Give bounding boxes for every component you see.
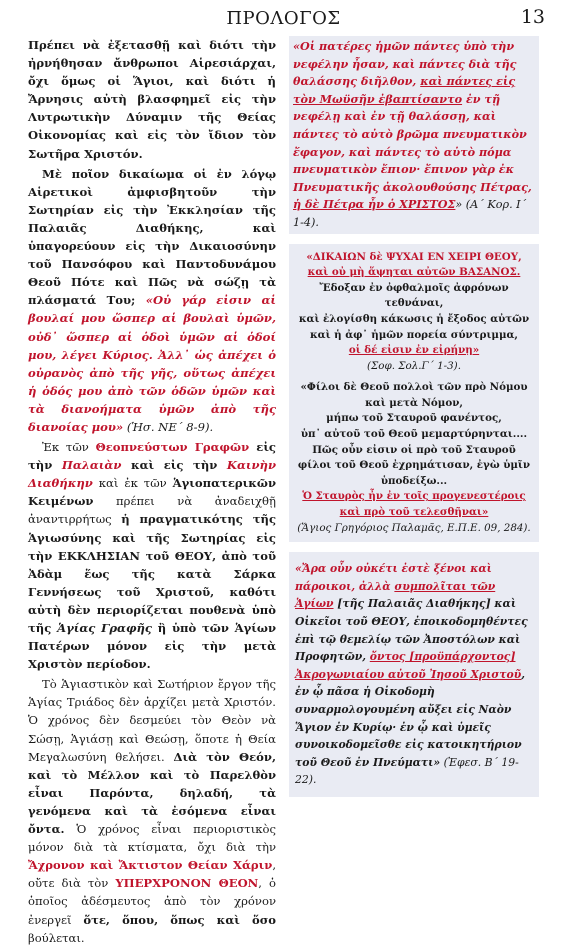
- box2-line-10: μήπω τοῦ Σταυροῦ φανέντος,: [326, 412, 502, 425]
- p4-text-c: Ὁ χρόνος εἶναι περιοριστικὸς μόνον διὰ τὰ κτίσματα, ὄχι διὰ τὴν: [28, 822, 276, 855]
- box3-text-e: , ἐν ᾧ πᾶσα ἡ Οἰκοδομὴ συναρμολογουμένη αὔξει εἰς Ναὸν Ἅγιον ἐν Κυρίῳ· ἐν ᾧ καὶ ὑμεῖς συνοικοδομεῖσθε εἰς κατοικητήριον τοῦ Θεοῦ ἐν Πνεύματι»: [295, 667, 525, 769]
- paragraph-4: [28, 675, 276, 946]
- p3-reality: ἡ πραγματικότης τῆς Ἁγιωσύνης καὶ τῆς Σωτηρίας εἰς τὴν ΕΚΚΛΗΣΙΑΝ τοῦ ΘΕΟΥ, ἀπὸ τοῦ Ἀδὰμ ἕως τῆς κατὰ Σάρκα Γεννήσεως τοῦ Χριστοῦ, καθότι αὐτὴ δὲν περιορίζεται πουθενὰ ὑπὸ τῆς: [28, 512, 277, 635]
- box1-text-c: ἐν τῇ νεφέλῃ καὶ ἐν τῇ θαλάσσῃ, καὶ πάντες τὸ αὐτὸ βρῶμα πνευματικὸν ἔφαγον, καὶ πάντες τὸ αὐτὸ πόμα πνευματικὸν ἔπιον· ἔπινον γὰρ ἐκ Πνευματικῆς ἀκολουθούσης Πέτρας,: [293, 91, 532, 194]
- ephesians-quote-box: [289, 552, 539, 797]
- box2-line-13: φίλοι τοῦ Θεοῦ ἐχρημάτισαν, ἐγὼ ὑμῖν ὑποδείξω...: [297, 459, 531, 487]
- page-number: 13: [520, 6, 545, 28]
- box2-line-3: Ἔδοξαν ἐν ὀφθαλμοῖς ἀφρόνων τεθνάναι,: [319, 281, 509, 310]
- box1-baptized: καὶ πάντες εἰς τὸν Μωϋσῆν ἐβαπτίσαντο: [293, 74, 516, 106]
- box2-line-2: καὶ οὐ μὴ ἅψηται αὐτῶν ΒΑΣΑΝΟΣ.: [307, 266, 521, 279]
- box2-line-15: καὶ πρὸ τοῦ τελεσθῆναι»: [339, 506, 489, 519]
- p4-text-g: , ὁ ὁποῖος ἀδέσμευτος ἀπὸ τὸν χρόνον ἐνεργεῖ: [28, 876, 277, 927]
- paragraph-1: [28, 36, 276, 163]
- p4-text-i: βούλεται.: [28, 930, 85, 945]
- box1-text-a: «Οἱ πατέρες ἡμῶν πάντες ὑπὸ τὴν νεφέλην ἦσαν, καὶ πάντες διὰ τῆς θαλάσσης διῆλθον,: [293, 39, 517, 89]
- p3-old: Παλαιὰν: [61, 458, 122, 473]
- box3-reference: (Ἐφεσ. Β´ 19-22).: [295, 755, 519, 787]
- box2-line-12: Πῶς οὖν εἰσιν οἱ πρὸ τοῦ Σταυροῦ: [312, 443, 516, 456]
- right-column: [289, 36, 539, 797]
- box2-line-14: Ὁ Σταυρὸς ἦν ἐν τοῖς προγενεστέροις: [302, 490, 526, 503]
- page-title: ΠΡΟΛΟΓΟΣ: [226, 8, 341, 29]
- box3-fellow-citizens: συμπολῖται τῶν Ἁγίων: [295, 579, 496, 611]
- p3-holy-scripture: Ἁγίας Γραφῆς: [57, 621, 152, 635]
- p3-patristic: Ἁγιοπατερικῶν Κειμένων: [28, 476, 276, 509]
- box2-line-4: καὶ ἐλογίσθη κάκωσις ἡ ἔξοδος αὐτῶν: [298, 312, 530, 325]
- box1-reference: » (Α´ Κορ. Ι´ 1-4).: [293, 198, 527, 229]
- box3-text-c: [τῆς Παλαιᾶς Διαθήκης] καὶ Οἰκεῖοι τοῦ ΘΕΟΥ, ἐποικοδομηθέντες ἐπὶ τῷ θεμελίῳ τῶν Ἀποστόλων καὶ Προφητῶν,: [295, 597, 528, 664]
- box2-line-16: (Ἅγιος Γρηγόριος Παλαμᾶς, Ε.Π.Ε. 09, 284).: [297, 521, 531, 534]
- p3-text-i: πρέπει νὰ ἀναδειχθῇ ἀναντιρρήτως: [28, 494, 276, 527]
- box2-line-6: οἱ δέ εἰσιν ἐν εἰρήνῃ»: [348, 344, 480, 357]
- box2-line-8: «Φίλοι δὲ Θεοῦ πολλοὶ τῶν πρὸ Νόμου: [300, 381, 528, 394]
- p3-scriptures: Θεοπνεύστων Γραφῶν: [95, 440, 250, 455]
- box3-text-a: «Ἄρα οὖν οὐκέτι ἐστὲ ξένοι καὶ πάροικοι, ἀλλὰ: [295, 562, 492, 593]
- paragraph-2-text: Μὲ ποῖον δικαίωμα οἱ ἐν λόγῳ Αἱρετικοὶ ἀμφισβητοῦν τὴν Σωτηρίαν εἰς τὴν Ἐκκλησίαν τῆς Παλαιᾶς Διαθήκης, καὶ ὑπαγορεύουν εἰς τὴν Δικαιοσύνην τοῦ Πανσόφου καὶ Παντοδυνάμου Θεοῦ Πότε καὶ Πῶς νὰ σώζῃ τὰ πλάσματά Του;: [28, 166, 276, 308]
- box2-line-11: ὑπ᾽ αὐτοῦ τοῦ Θεοῦ μεμαρτύρηνται....: [300, 428, 528, 441]
- isaiah-quote: «Οὐ γάρ εἰσιν αἱ βουλαί μου ὥσπερ αἱ βουλαὶ ὑμῶν, οὐδ᾽ ὥσπερ αἱ ὁδοὶ ὑμῶν αἱ ὁδοί μου, λέγει Κύριος. Ἀλλ᾽ ὡς ἀπέχει ὁ οὐρανὸς ἀπὸ τῆς γῆς, οὕτως ἀπέχει ἡ ὁδός μου ἀπὸ τῶν ὁδῶν ὑμῶν καὶ τὰ διανοήματα ὑμῶν ἀπὸ τῆς διανοίας μου»: [28, 293, 276, 434]
- paragraph-1-text: Πρέπει νὰ ἐξετασθῇ καὶ διότι τὴν ἠρνήθησαν ἄνθρωποι Αἱρεσιάρχαι, ὄχι ὅμως οἱ Ἅγιοι, καὶ διότι ἡ Ἄρνησις αὐτὴ βλασφημεῖ εἰς τὴν Λυτρωτικὴν Δύναμιν τῆς Θείας Οἰκονομίας καὶ εἰς τὸν ἴδιον τὸν Σωτῆρα Χριστόν.: [28, 38, 276, 161]
- box2-line-5: καὶ ἡ ἀφ᾽ ἡμῶν πορεία σύντριμμα,: [309, 328, 519, 341]
- p4-text-a: Τὸ Ἁγιαστικὸν καὶ Σωτήριον ἔργον τῆς Ἁγίας Τριάδος δὲν ἀρχίζει μετὰ Χριστόν. Ὁ χρόνος δὲν δεσμεύει τὸν Θεὸν νὰ Σώσῃ, Ἁγιάσῃ καὶ Θεώσῃ, ὅποτε ἡ Θεία Μεγαλωσύνη θελήσει.: [28, 677, 276, 764]
- box2-line-9: καὶ μετὰ Νόμον,: [365, 396, 463, 409]
- p3-text-e: καὶ εἰς τὴν: [121, 458, 227, 473]
- paragraph-3: [28, 438, 276, 673]
- box2-line-1: «ΔΙΚΑΙΩΝ δὲ ΨΥΧΑΙ ΕΝ ΧΕΙΡΙ ΘΕΟΥ,: [306, 250, 522, 263]
- p3-text-c: εἰς τὴν: [28, 440, 276, 473]
- left-column: [28, 36, 276, 949]
- box3-cornerstone: ὄντος [προϋπάρχοντος] Ἀκρογωνιαίου αὐτοῦ Ἰησοῦ Χριστοῦ: [295, 650, 522, 681]
- box2-line-7: (Σοφ. Σολ.Γ´ 1-3).: [367, 359, 461, 372]
- p4-text-e: , οὔτε διὰ τὸν: [28, 858, 276, 891]
- p4-supratemporal-god: ΥΠΕΡΧΡΟΝΟΝ ΘΕΟΝ: [115, 876, 259, 891]
- p4-uncreated-grace: Ἄχρονον καὶ Ἄκτιστον Θείαν Χάριν: [28, 858, 273, 873]
- p3-new-testament: Καινὴν Διαθήκην: [28, 458, 277, 491]
- box1-rock-christ: ἡ δὲ Πέτρα ἦν ὁ ΧΡΙΣΤΟΣ: [293, 197, 456, 212]
- p3-text-l: ἢ ὑπὸ τῶν Ἁγίων Πατέρων μόνον εἰς τὴν μετὰ Χριστὸν περίοδον.: [28, 621, 276, 672]
- p4-god-time: Διὰ τὸν Θεόν, καὶ τὸ Μέλλον καὶ τὸ Παρελθὸν εἶναι Παρόντα, δηλαδή, τὰ γενόμενα καὶ τὰ ἐσόμενα εἶναι ὄντα.: [28, 749, 276, 837]
- page-header: [0, 4, 567, 34]
- p3-text-a: Ἐκ τῶν: [42, 440, 96, 455]
- wisdom-palamas-quote-box: [289, 244, 539, 543]
- p4-when-where: ὅτε, ὅπου, ὅπως καὶ ὅσο: [83, 912, 276, 927]
- p3-text-g: καὶ ἐκ τῶν: [92, 476, 173, 491]
- isaiah-reference: (Ἡσ. ΝΕ´ 8-9).: [123, 419, 214, 434]
- paragraph-2: [28, 165, 276, 436]
- corinthians-quote-box: [289, 36, 539, 234]
